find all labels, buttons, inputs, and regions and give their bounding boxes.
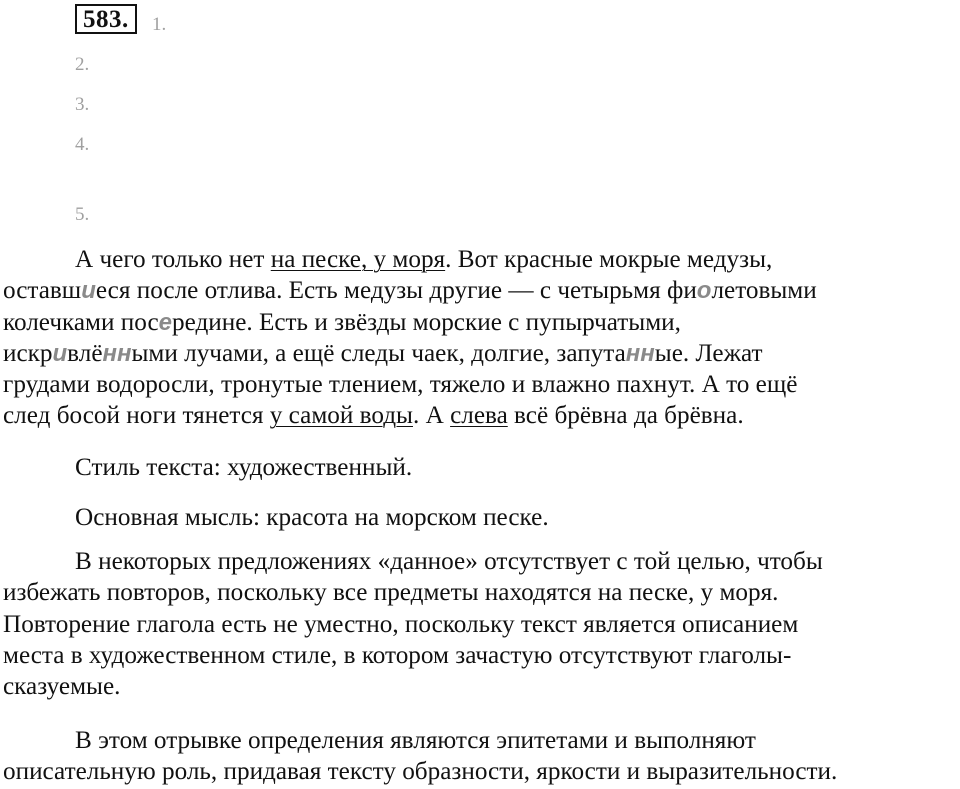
main-idea-paragraph [3, 502, 960, 533]
main-idea-line: Основная мысль: красота на морском песке. [75, 504, 549, 531]
text-line: грудами водоросли, тронутые тлением, тяжело и влажно пахнут. А то ещё [3, 371, 798, 399]
highlighted-letter: и [81, 277, 96, 305]
text-line: В этом отрывке определения являются эпитетами и выполняют [75, 727, 756, 754]
list-item-number: 1. [152, 14, 167, 35]
list-item-number: 4. [75, 134, 90, 155]
text-line: оставшиеся после отлива. Есть медузы другие — с четырьмя фиолетовыми [3, 277, 817, 305]
epithets-paragraph [3, 725, 960, 788]
text-paragraph [3, 244, 960, 432]
text-line: А чего только нет на песке, у моря. Вот красные мокрые медузы, [75, 246, 773, 273]
text-line: колечками посередине. Есть и звёзды морские с пупырчатыми, [3, 308, 681, 336]
text-line: места в художественном стиле, в котором зачастую отсутствуют глаголы- [3, 641, 792, 669]
highlighted-letters: нн [625, 339, 655, 367]
text-line: В некоторых предложениях «данное» отсутствует с той целью, чтобы [75, 548, 823, 575]
analysis-paragraph [3, 546, 960, 702]
text-line: описательную роль, придавая тексту образности, яркости и выразительности. [3, 758, 838, 786]
list-item-number: 3. [75, 94, 90, 115]
highlighted-letters: нн [102, 339, 132, 367]
highlighted-letter: е [158, 308, 172, 336]
style-paragraph [3, 452, 960, 483]
highlighted-letter: и [52, 339, 68, 367]
underlined-phrase: у самой воды [269, 402, 413, 430]
highlighted-letter: о [696, 277, 712, 305]
underlined-word: слева [450, 402, 508, 430]
text-line: след босой ноги тянется у самой воды. А слева всё брёвна да брёвна. [3, 402, 744, 430]
underlined-phrase: на песке, у моря [270, 246, 446, 273]
text-line: избежать повторов, поскольку все предметы находятся на песке, у моря. [3, 579, 779, 607]
exercise-number: 583. [83, 5, 129, 33]
list-item-number: 5. [75, 204, 90, 225]
text-line: искривлёнными лучами, а ещё следы чаек, долгие, запутанные. Лежат [3, 339, 763, 367]
text-line: Повторение глагола есть не уместно, поскольку текст является описанием [3, 610, 799, 638]
exercise-number-box [75, 4, 137, 34]
style-line: Стиль текста: художественный. [75, 454, 413, 481]
text-line: сказуемые. [3, 673, 121, 701]
list-item-number: 2. [75, 54, 90, 75]
